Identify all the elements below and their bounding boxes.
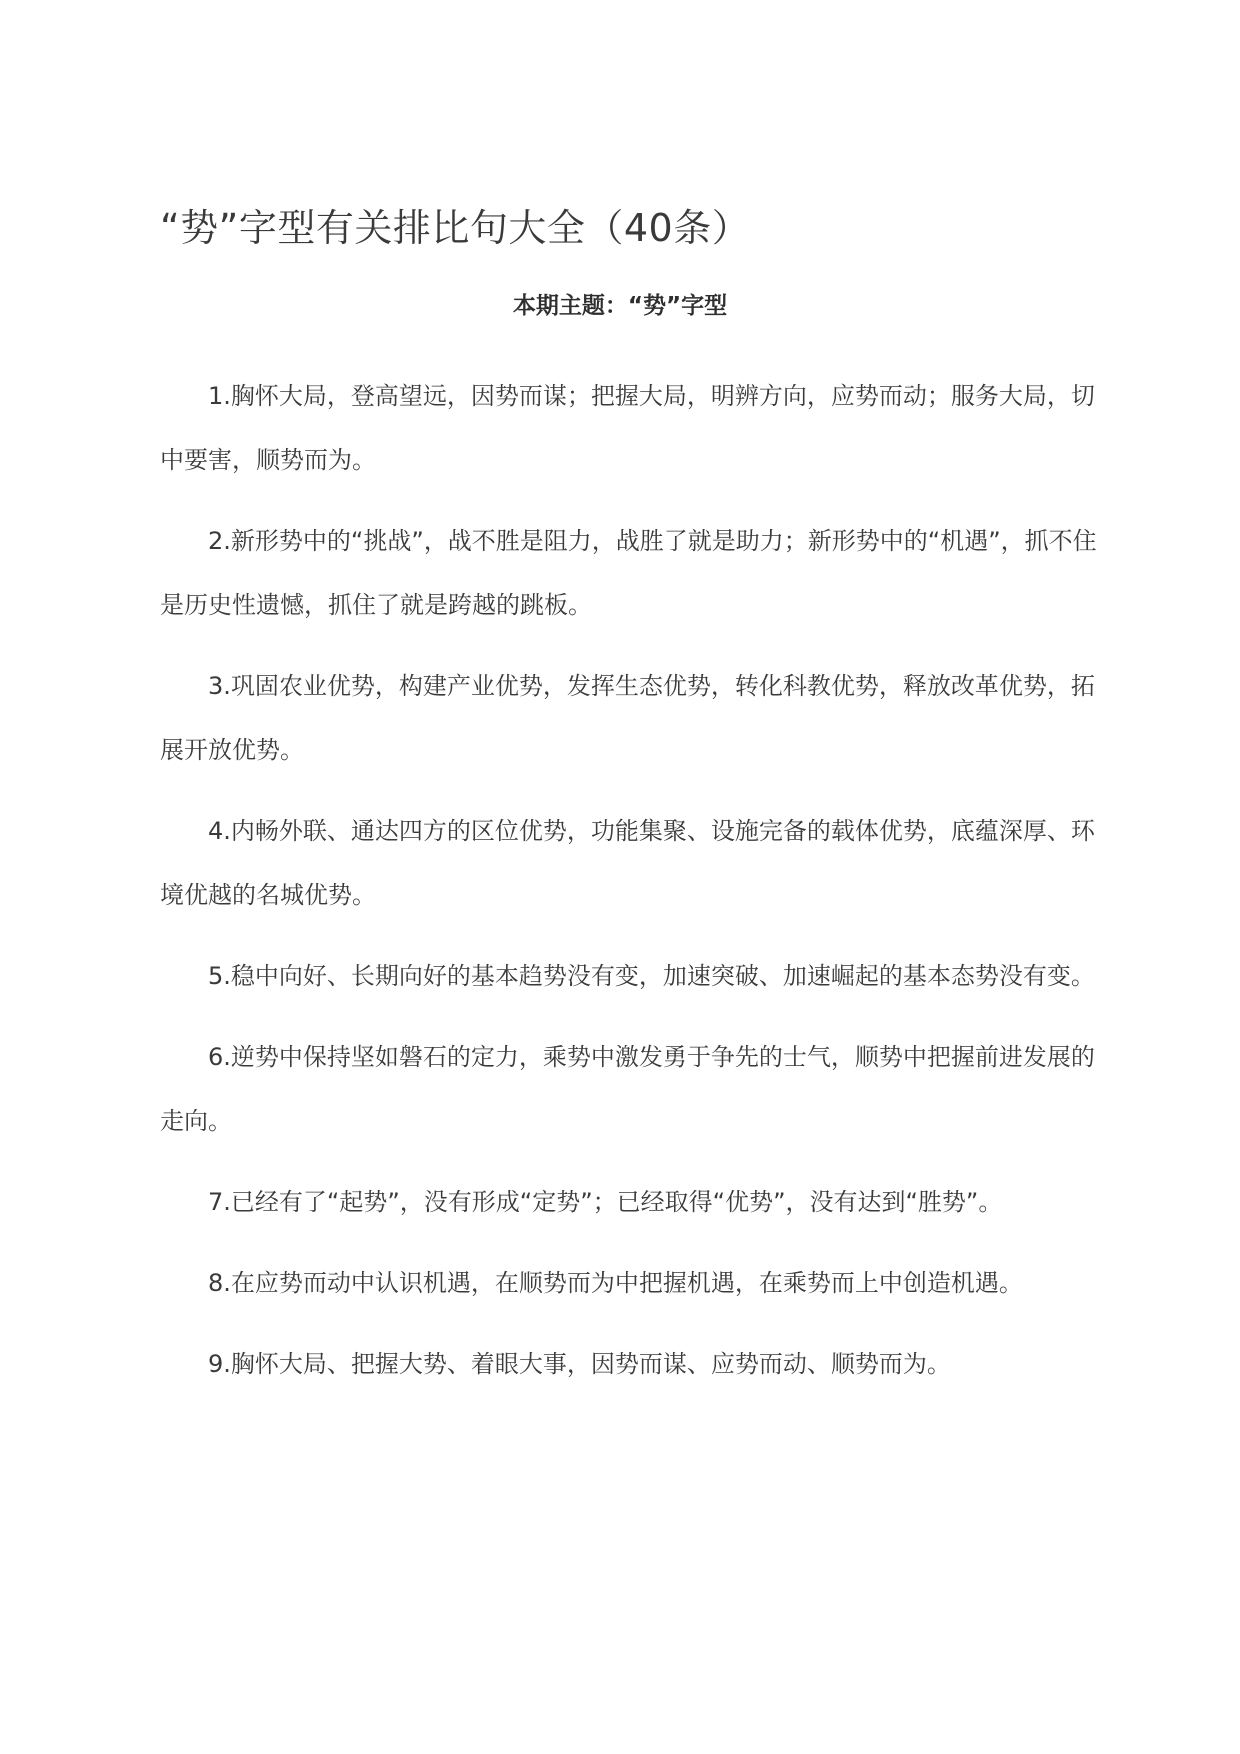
- list-item: 5.稳中向好、长期向好的基本趋势没有变，加速突破、加速崛起的基本态势没有变。: [208, 962, 1095, 990]
- list-item: 1.胸怀大局，登高望远，因势而谋；把握大局，明辨方向，应势而动；服务大局，切中要害，顺势而为。: [160, 382, 1095, 474]
- list-item: 7.已经有了“起势”，没有形成“定势”；已经取得“优势”，没有达到“胜势”。: [208, 1188, 1003, 1216]
- list-item: 3.巩固农业优势，构建产业优势，发挥生态优势，转化科教优势，释放改革优势，拓展开放优势。: [160, 672, 1095, 764]
- list-item: 8.在应势而动中认识机遇，在顺势而为中把握机遇，在乘势而上中创造机遇。: [208, 1269, 1023, 1297]
- document-title: “势”字型有关排比句大全（40条）: [160, 206, 751, 250]
- sentence-list: [160, 364, 1110, 1413]
- list-item: 9.胸怀大局、把握大势、着眼大事，因势而谋、应势而动、顺势而为。: [208, 1350, 951, 1378]
- document-subtitle: 本期主题：“势”字型: [512, 293, 728, 319]
- list-item: 6.逆势中保持坚如磐石的定力，乘势中激发勇于争先的士气，顺势中把握前进发展的走向。: [160, 1043, 1095, 1135]
- list-item: 2.新形势中的“挑战”，战不胜是阻力，战胜了就是助力；新形势中的“机遇”，抓不住是历史性遗憾，抓住了就是跨越的跳板。: [160, 527, 1097, 619]
- list-item: 4.内畅外联、通达四方的区位优势，功能集聚、设施完备的载体优势，底蕴深厚、环境优越的名城优势。: [160, 817, 1095, 909]
